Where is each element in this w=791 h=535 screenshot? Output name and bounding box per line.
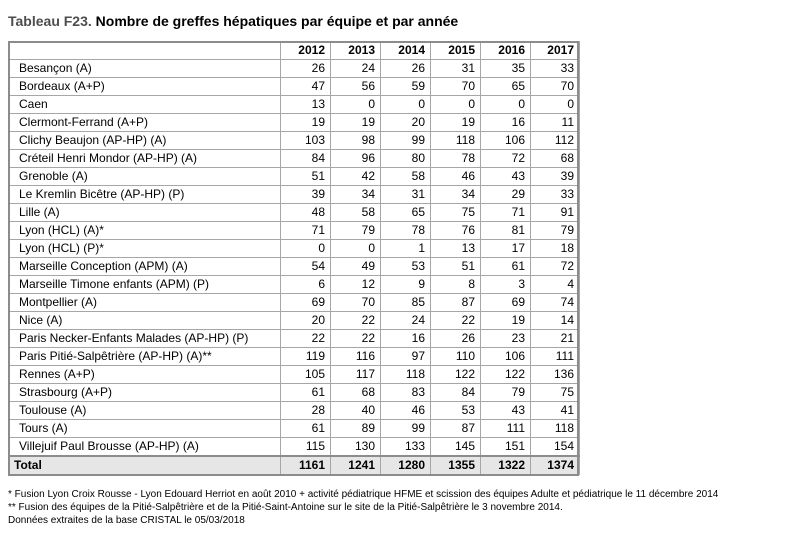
transplant-table [8, 41, 580, 475]
cell-value: 154 [531, 438, 580, 457]
cell-value: 19 [431, 114, 481, 132]
cell-value: 41 [531, 402, 580, 420]
team-name: Toulouse (A) [9, 402, 281, 420]
footnote: ** Fusion des équipes de la Pitié-Salpêtrière et de la Pitié-Saint-Antoine sur le site de la Pitié-Salpêtrière le 3 novembre 2014. [8, 502, 563, 513]
table-row [9, 132, 580, 150]
cell-value: 115 [281, 438, 331, 457]
table-row [9, 114, 580, 132]
cell-value: 26 [281, 60, 331, 78]
cell-value: 39 [281, 186, 331, 204]
cell-value: 20 [281, 312, 331, 330]
team-name: Nice (A) [9, 312, 281, 330]
cell-value: 117 [331, 366, 381, 384]
cell-value: 12 [331, 276, 381, 294]
cell-value: 22 [281, 330, 331, 348]
table-row [9, 366, 580, 384]
total-value: 1161 [281, 456, 331, 475]
cell-value: 74 [531, 294, 580, 312]
team-name: Le Kremlin Bicêtre (AP-HP) (P) [9, 186, 281, 204]
header-year: 2015 [431, 42, 481, 60]
cell-value: 13 [281, 96, 331, 114]
cell-value: 80 [381, 150, 431, 168]
team-name: Caen [9, 96, 281, 114]
cell-value: 119 [281, 348, 331, 366]
cell-value: 11 [531, 114, 580, 132]
cell-value: 58 [381, 168, 431, 186]
cell-value: 43 [481, 168, 531, 186]
table-row [9, 204, 580, 222]
cell-value: 22 [331, 330, 381, 348]
table-caption: Nombre de greffes hépatiques par équipe et par année [95, 13, 459, 29]
cell-value: 19 [481, 312, 531, 330]
team-name: Lyon (HCL) (A)* [9, 222, 281, 240]
cell-value: 72 [481, 150, 531, 168]
cell-value: 87 [431, 294, 481, 312]
cell-value: 151 [481, 438, 531, 457]
cell-value: 75 [431, 204, 481, 222]
team-name: Paris Necker-Enfants Malades (AP-HP) (P) [9, 330, 281, 348]
cell-value: 81 [481, 222, 531, 240]
cell-value: 51 [281, 168, 331, 186]
total-value: 1280 [381, 456, 431, 475]
cell-value: 78 [431, 150, 481, 168]
team-name: Rennes (A+P) [9, 366, 281, 384]
cell-value: 34 [431, 186, 481, 204]
cell-value: 13 [431, 240, 481, 258]
cell-value: 118 [431, 132, 481, 150]
header-year: 2014 [381, 42, 431, 60]
cell-value: 118 [381, 366, 431, 384]
cell-value: 43 [481, 402, 531, 420]
table-number: Tableau F23. [8, 13, 92, 29]
cell-value: 54 [281, 258, 331, 276]
cell-value: 79 [531, 222, 580, 240]
cell-value: 3 [481, 276, 531, 294]
cell-value: 53 [431, 402, 481, 420]
cell-value: 31 [431, 60, 481, 78]
cell-value: 14 [531, 312, 580, 330]
cell-value: 70 [431, 78, 481, 96]
cell-value: 58 [331, 204, 381, 222]
cell-value: 29 [481, 186, 531, 204]
team-name: Bordeaux (A+P) [9, 78, 281, 96]
cell-value: 49 [331, 258, 381, 276]
cell-value: 22 [331, 312, 381, 330]
header-year: 2013 [331, 42, 381, 60]
cell-value: 91 [531, 204, 580, 222]
table-row [9, 348, 580, 366]
cell-value: 46 [431, 168, 481, 186]
cell-value: 84 [281, 150, 331, 168]
cell-value: 122 [431, 366, 481, 384]
table-row [9, 96, 580, 114]
cell-value: 89 [331, 420, 381, 438]
cell-value: 24 [381, 312, 431, 330]
cell-value: 61 [281, 420, 331, 438]
total-value: 1241 [331, 456, 381, 475]
footnote: * Fusion Lyon Croix Rousse - Lyon Edouard Herriot en août 2010 + activité pédiatrique HFME et scission des équipes Adulte et pédiatrique le 11 décembre 2014 [8, 489, 719, 500]
cell-value: 136 [531, 366, 580, 384]
cell-value: 0 [281, 240, 331, 258]
table-row [9, 294, 580, 312]
cell-value: 110 [431, 348, 481, 366]
team-name: Clermont-Ferrand (A+P) [9, 114, 281, 132]
header-team [9, 42, 281, 60]
cell-value: 33 [531, 186, 580, 204]
cell-value: 34 [331, 186, 381, 204]
cell-value: 6 [281, 276, 331, 294]
cell-value: 72 [531, 258, 580, 276]
cell-value: 78 [381, 222, 431, 240]
cell-value: 99 [381, 132, 431, 150]
cell-value: 24 [331, 60, 381, 78]
cell-value: 20 [381, 114, 431, 132]
cell-value: 79 [481, 384, 531, 402]
cell-value: 59 [381, 78, 431, 96]
team-name: Lille (A) [9, 204, 281, 222]
cell-value: 18 [531, 240, 580, 258]
cell-value: 35 [481, 60, 531, 78]
header-year: 2016 [481, 42, 531, 60]
cell-value: 0 [531, 96, 580, 114]
cell-value: 85 [381, 294, 431, 312]
table-row [9, 60, 580, 78]
cell-value: 0 [331, 96, 381, 114]
cell-value: 42 [331, 168, 381, 186]
header-year: 2017 [531, 42, 580, 60]
footnote: Données extraites de la base CRISTAL le 05/03/2018 [8, 515, 245, 526]
cell-value: 83 [381, 384, 431, 402]
total-value: 1374 [531, 456, 580, 475]
table-row [9, 78, 580, 96]
team-name: Lyon (HCL) (P)* [9, 240, 281, 258]
table-row [9, 168, 580, 186]
cell-value: 70 [531, 78, 580, 96]
table-row [9, 276, 580, 294]
table-row [9, 240, 580, 258]
cell-value: 1 [381, 240, 431, 258]
cell-value: 51 [431, 258, 481, 276]
table-row [9, 384, 580, 402]
team-name: Marseille Conception (APM) (A) [9, 258, 281, 276]
cell-value: 103 [281, 132, 331, 150]
cell-value: 8 [431, 276, 481, 294]
cell-value: 84 [431, 384, 481, 402]
cell-value: 61 [281, 384, 331, 402]
total-value: 1355 [431, 456, 481, 475]
cell-value: 111 [481, 420, 531, 438]
team-name: Clichy Beaujon (AP-HP) (A) [9, 132, 281, 150]
cell-value: 71 [481, 204, 531, 222]
cell-value: 23 [481, 330, 531, 348]
cell-value: 116 [331, 348, 381, 366]
table-row [9, 438, 580, 457]
table-row [9, 150, 580, 168]
cell-value: 69 [481, 294, 531, 312]
cell-value: 145 [431, 438, 481, 457]
cell-value: 40 [331, 402, 381, 420]
cell-value: 26 [381, 60, 431, 78]
table-row [9, 420, 580, 438]
cell-value: 65 [381, 204, 431, 222]
table-title [8, 13, 458, 29]
table-row [9, 222, 580, 240]
cell-value: 96 [331, 150, 381, 168]
cell-value: 9 [381, 276, 431, 294]
cell-value: 118 [531, 420, 580, 438]
header-row [9, 42, 580, 60]
cell-value: 0 [431, 96, 481, 114]
cell-value: 130 [331, 438, 381, 457]
cell-value: 99 [381, 420, 431, 438]
cell-value: 21 [531, 330, 580, 348]
cell-value: 0 [381, 96, 431, 114]
team-name: Strasbourg (A+P) [9, 384, 281, 402]
cell-value: 46 [381, 402, 431, 420]
cell-value: 47 [281, 78, 331, 96]
cell-value: 106 [481, 132, 531, 150]
cell-value: 0 [331, 240, 381, 258]
cell-value: 4 [531, 276, 580, 294]
cell-value: 0 [481, 96, 531, 114]
team-name: Villejuif Paul Brousse (AP-HP) (A) [9, 438, 281, 457]
team-name: Marseille Timone enfants (APM) (P) [9, 276, 281, 294]
cell-value: 122 [481, 366, 531, 384]
cell-value: 112 [531, 132, 580, 150]
cell-value: 71 [281, 222, 331, 240]
cell-value: 111 [531, 348, 580, 366]
team-name: Tours (A) [9, 420, 281, 438]
team-name: Créteil Henri Mondor (AP-HP) (A) [9, 150, 281, 168]
cell-value: 17 [481, 240, 531, 258]
cell-value: 79 [331, 222, 381, 240]
total-row [9, 456, 580, 475]
cell-value: 19 [281, 114, 331, 132]
cell-value: 65 [481, 78, 531, 96]
cell-value: 68 [331, 384, 381, 402]
table-row [9, 186, 580, 204]
cell-value: 16 [481, 114, 531, 132]
cell-value: 31 [381, 186, 431, 204]
total-label: Total [9, 456, 281, 475]
cell-value: 76 [431, 222, 481, 240]
cell-value: 69 [281, 294, 331, 312]
team-name: Montpellier (A) [9, 294, 281, 312]
cell-value: 75 [531, 384, 580, 402]
cell-value: 53 [381, 258, 431, 276]
cell-value: 16 [381, 330, 431, 348]
cell-value: 61 [481, 258, 531, 276]
cell-value: 87 [431, 420, 481, 438]
cell-value: 105 [281, 366, 331, 384]
cell-value: 22 [431, 312, 481, 330]
cell-value: 70 [331, 294, 381, 312]
cell-value: 39 [531, 168, 580, 186]
table-row [9, 330, 580, 348]
total-value: 1322 [481, 456, 531, 475]
footnotes [8, 488, 718, 527]
cell-value: 56 [331, 78, 381, 96]
cell-value: 28 [281, 402, 331, 420]
cell-value: 97 [381, 348, 431, 366]
cell-value: 26 [431, 330, 481, 348]
header-year: 2012 [281, 42, 331, 60]
team-name: Besançon (A) [9, 60, 281, 78]
cell-value: 48 [281, 204, 331, 222]
cell-value: 98 [331, 132, 381, 150]
cell-value: 106 [481, 348, 531, 366]
table-row [9, 402, 580, 420]
cell-value: 19 [331, 114, 381, 132]
team-name: Grenoble (A) [9, 168, 281, 186]
cell-value: 33 [531, 60, 580, 78]
cell-value: 68 [531, 150, 580, 168]
table-row [9, 258, 580, 276]
cell-value: 133 [381, 438, 431, 457]
table-row [9, 312, 580, 330]
team-name: Paris Pitié-Salpêtrière (AP-HP) (A)** [9, 348, 281, 366]
